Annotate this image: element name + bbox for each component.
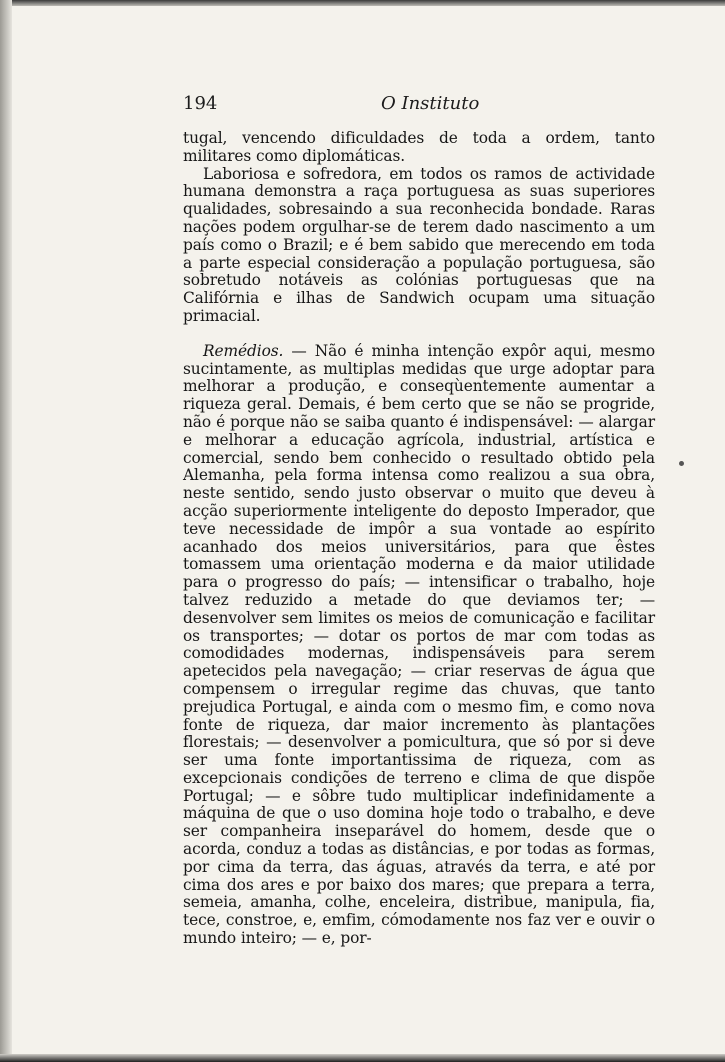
- page-number: 194: [183, 93, 218, 114]
- paragraph-text: — Não é minha intenção expôr aqui, mesmo sucintamente, as multiplas medidas que urge adoptar para melhorar a produção, e conseqùentemente aumentar a riqueza geral. Demais, é bem certo que se não se progride, não é porque não se saiba quanto é indispensável: — alargar e melhorar a educação agrícola, industrial, artística e comercial, sendo bem conhecido o resultado obtido pela Alemanha, pela forma intensa como realizou a sua obra, neste sentido, sendo justo observar o muito que deveu à acção superiormente inteligente do deposto Imperador, que teve necessidade de impôr a sua vontade ao espírito acanhado dos meios universitários, para que êstes tomassem uma orientação moderna e da maior utilidade para o progresso do país; — intensificar o trabalho, hoje talvez reduzido a metade do que deviamos ter; — desenvolver sem limites os meios de comunicação e facilitar os transportes; — dotar os portos de mar com todas as comodidades modernas, indispensáveis para serem apetecidos pela navegação; — criar reservas de água que compensem o irregular regime das chuvas, que tanto prejudica Portugal, e ainda com o mesmo fim, e como nova fonte de riqueza, dar maior incremento às plantações florestais; — desenvolver a pomicultura, que só por si deve ser uma fonte importantissima de riqueza, com as excepcionais condições de terreno e clima de que dispõe Portugal; — e sôbre tudo multiplicar indefinidamente a máquina de que o uso domina hoje todo o trabalho, e deve ser companheira inseparável do homem, desde que o acorda, conduz a todas as distâncias, e por todas as formas, por cima da terra, das águas, através da terra, e até por cima dos ares e por baixo dos mares; que prepara a terra, semeia, amanha, colhe, enceleira, distribue, manipula, fia, tece, constroe, e, emfim, cómodamente nos faz ver e ouvir o mundo inteiro; — e, por-: [183, 341, 655, 948]
- running-header: [183, 93, 653, 117]
- paragraph-text: tugal, vencendo dificuldades de toda a ordem, tanto militares como diplomáticas.: [183, 129, 655, 165]
- paragraph-text: Laboriosa e sofredora, em todos os ramos de actividade humana demonstra a raça portuguesa as suas superiores qualidades, sobresaindo a sua reconhecida bondade. Raras nações podem orgulhar-se de terem dado nascimento a um país como o Brazil; e é bem sabido que merecendo em toda a parte especial consideração a população portuguesa, são sobretudo notáveis as colónias portuguesas que na Califórnia e ilhas de Sandwich ocupam uma situação primacial.: [183, 164, 655, 325]
- section-heading: Remédios.: [203, 341, 284, 360]
- ink-speck: [679, 461, 684, 466]
- page-gutter-shadow: [0, 0, 12, 1062]
- body-text: [183, 130, 655, 948]
- paragraph-remedios: [183, 343, 655, 948]
- paragraph: [183, 166, 655, 326]
- paragraph-continued: [183, 130, 655, 166]
- page-bottom-edge: [0, 1054, 725, 1062]
- running-title: O Instituto: [381, 93, 480, 114]
- page-top-edge: [0, 0, 725, 6]
